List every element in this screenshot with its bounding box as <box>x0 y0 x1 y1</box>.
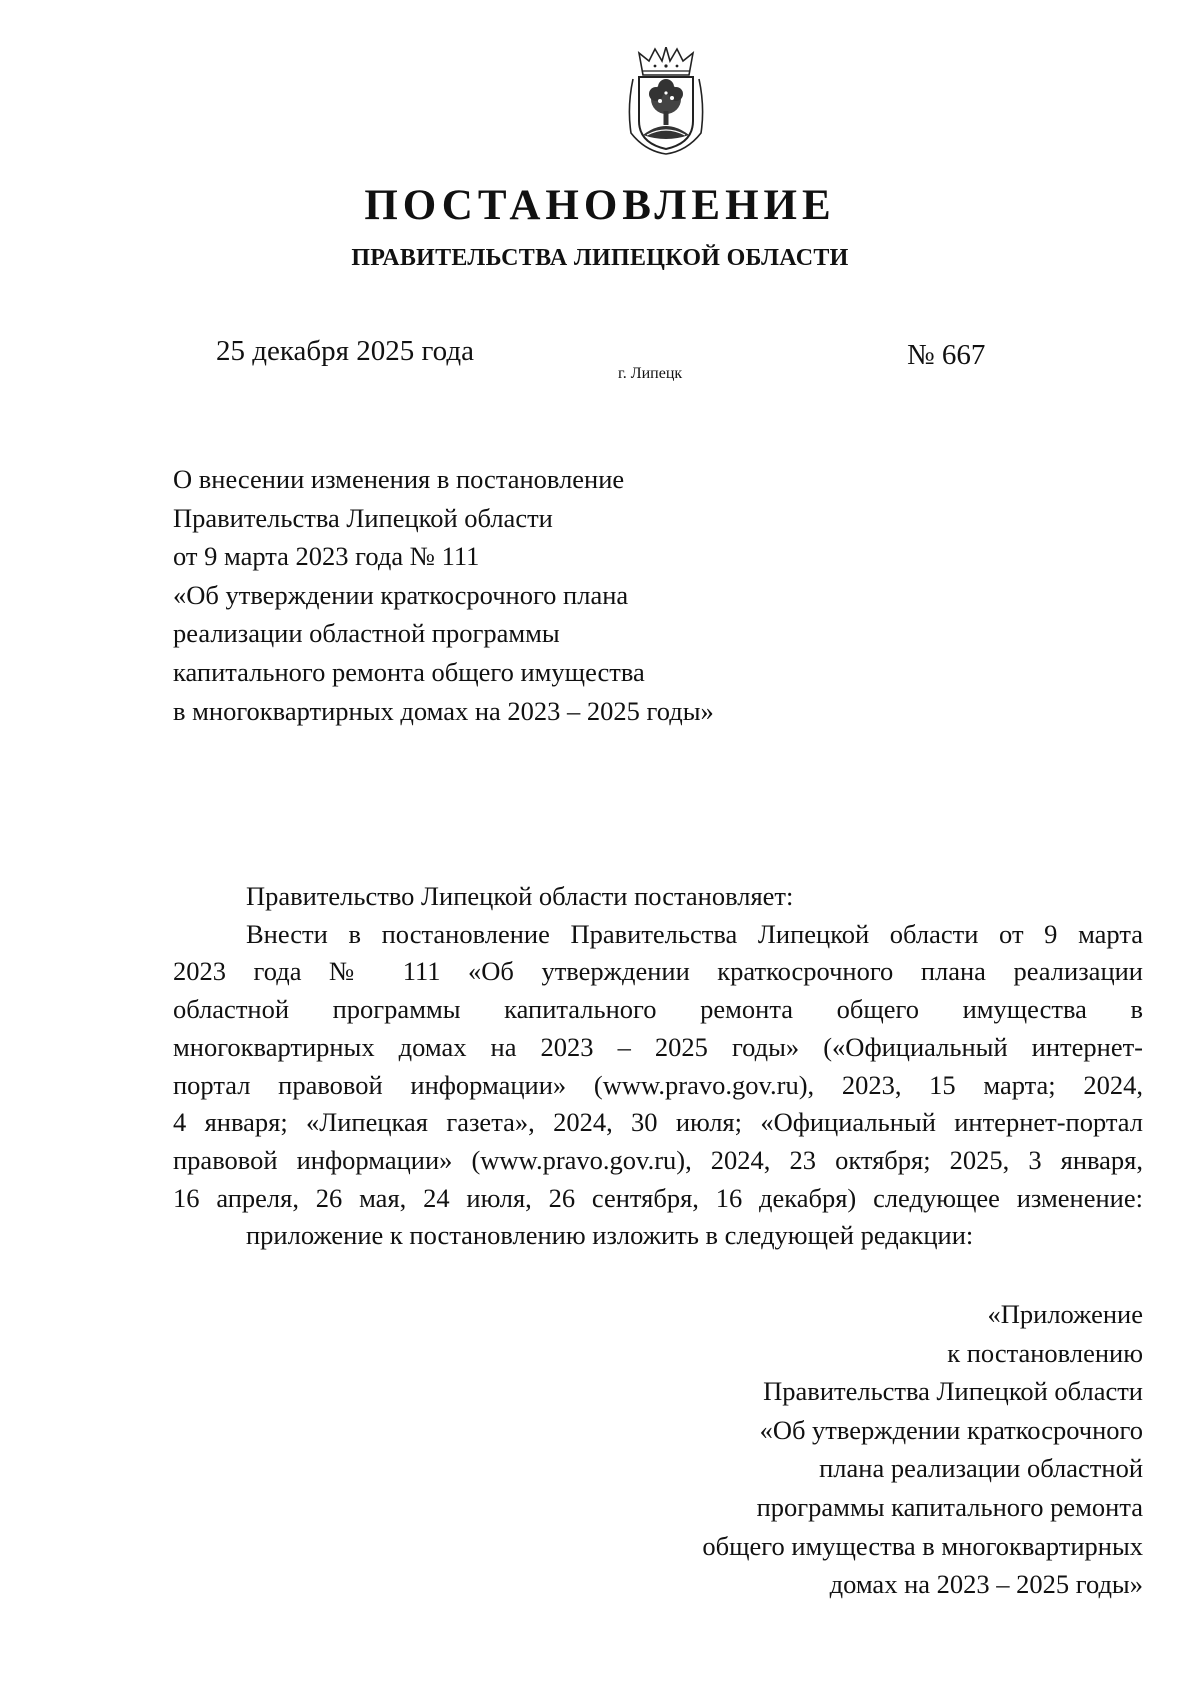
appendix-line: плана реализации областной <box>819 1453 1143 1484</box>
body-line: многоквартирных домах на 2023 – 2025 годы» («Официальный интернет- <box>173 1031 1143 1062</box>
appendix-line: к постановлению <box>947 1337 1143 1368</box>
lipetsk-coat-of-arms-icon <box>625 47 707 155</box>
body-line: приложение к постановлению изложить в следующей редакции: <box>246 1220 974 1251</box>
appendix-line: программы капитального ремонта <box>756 1491 1143 1522</box>
document-body <box>173 878 1143 1255</box>
appendix-header <box>443 1295 1143 1604</box>
heading-line: от 9 марта 2023 года № 111 <box>173 541 480 572</box>
heading-line: в многоквартирных домах на 2023 – 2025 годы» <box>173 695 714 726</box>
document-number: № 667 <box>907 339 986 371</box>
body-line: 4 января; «Липецкая газета», 2024, 30 июля; «Официальный интернет-портал <box>173 1107 1143 1138</box>
heading-line: реализации областной программы <box>173 618 560 649</box>
heading-line: капитального ремонта общего имущества <box>173 656 645 687</box>
body-line: 16 апреля, 26 мая, 24 июля, 26 сентября, 16 декабря) следующее изменение: <box>173 1182 1143 1213</box>
body-line: 2023 года № 111 «Об утверждении краткосрочного плана реализации <box>173 956 1143 987</box>
appendix-line: общего имущества в многоквартирных <box>702 1530 1143 1561</box>
body-line: портал правовой информации» (www.pravo.gov.ru), 2023, 15 марта; 2024, <box>173 1069 1143 1100</box>
document-heading <box>173 460 873 730</box>
document-title: ПОСТАНОВЛЕНИЕ <box>364 182 836 229</box>
appendix-line: Правительства Липецкой области <box>763 1376 1143 1407</box>
heading-line: «Об утверждении краткосрочного плана <box>173 579 629 610</box>
appendix-line: «Об утверждении краткосрочного <box>759 1414 1143 1445</box>
heading-line: О внесении изменения в постановление <box>173 464 625 494</box>
body-line: Правительство Липецкой области постановляет: <box>246 881 794 911</box>
body-line: Внести в постановление Правительства Липецкой области от 9 марта <box>246 918 1143 949</box>
document-place: г. Липецк <box>618 365 683 382</box>
body-line: областной программы капитального ремонта общего имущества в <box>173 994 1143 1025</box>
appendix-line: домах на 2023 – 2025 годы» <box>829 1569 1143 1600</box>
appendix-line: «Приложение <box>987 1299 1143 1329</box>
document-subtitle: ПРАВИТЕЛЬСТВА ЛИПЕЦКОЙ ОБЛАСТИ <box>351 245 849 271</box>
heading-line: Правительства Липецкой области <box>173 502 553 533</box>
body-line: правовой информации» (www.pravo.gov.ru), 2024, 23 октября; 2025, 3 января, <box>173 1144 1143 1175</box>
document-date: 25 декабря 2025 года <box>216 335 474 367</box>
